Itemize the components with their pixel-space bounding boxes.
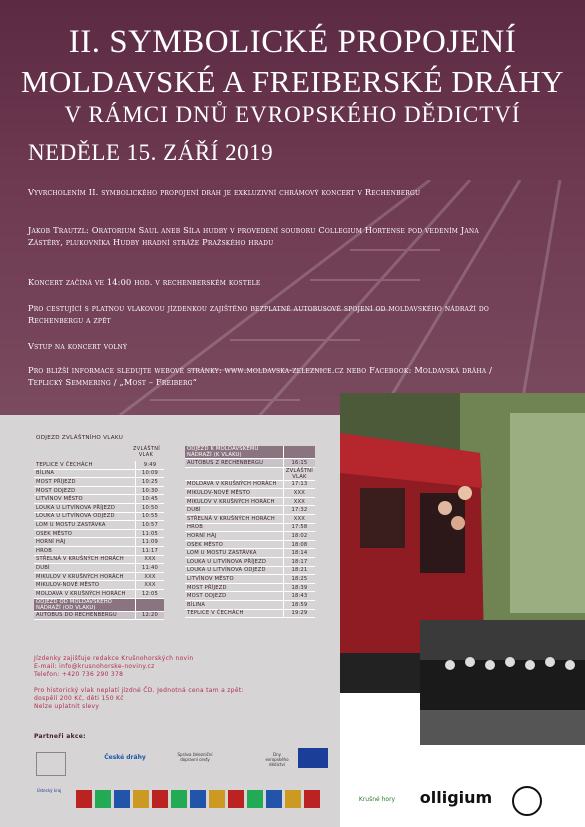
municipal-crests xyxy=(76,790,346,810)
krusne-hory-logo: Krušné hory xyxy=(358,796,396,803)
table-row xyxy=(34,572,164,581)
dny-dedictvi-logo: Dny evropského dědictví xyxy=(265,752,289,767)
ceske-drahy-logo: České dráhy xyxy=(104,754,146,761)
partners-label: Partneři akce: xyxy=(34,733,86,740)
station-cell: OSEK MĚSTO xyxy=(185,540,283,549)
table-row xyxy=(185,489,315,498)
station-cell: MIKULOV V KRUŠNÝCH HORÁCH xyxy=(185,497,283,506)
time-cell: 12:05 xyxy=(136,589,165,598)
time-cell: XXX xyxy=(136,581,165,590)
paragraph-start: Koncert začíná ve 14:00 hod. v rechenberském kostele xyxy=(28,277,261,287)
table-row xyxy=(185,506,315,515)
station-cell: DUBÍ xyxy=(185,506,283,515)
station-cell xyxy=(185,467,283,480)
crest-icon xyxy=(114,790,130,808)
station-cell: HROB xyxy=(34,546,136,555)
crest-icon xyxy=(247,790,263,808)
table-row xyxy=(34,521,164,530)
left-table-title: ODJEZD ZVLÁŠTNÍHO VLAKU xyxy=(36,435,124,441)
table-row xyxy=(185,557,315,566)
choir-photo xyxy=(420,620,585,745)
event-date: NEDĚLE 15. ZÁŘÍ 2019 xyxy=(28,140,274,165)
station-cell: MIKULOV-NOVÉ MĚSTO xyxy=(185,489,283,498)
station-cell: LOM U MOSTU ZASTÁVKA xyxy=(185,549,283,558)
table-row xyxy=(185,480,315,489)
time-cell: 11:40 xyxy=(136,564,165,573)
time-cell: 18:21 xyxy=(283,566,315,575)
time-cell: ZVLÁŠTNÍ VLAK xyxy=(283,467,315,480)
email-note: E-mail: info@krusnohorske-noviny.cz xyxy=(34,663,155,670)
fare-note: Pro historický vlak neplatí jízdné ČD. Jednotná cena tam a zpět: xyxy=(34,687,244,694)
crest-icon xyxy=(171,790,187,808)
collegium-logo: olligium xyxy=(419,788,493,807)
station-cell: DUBÍ xyxy=(34,564,136,573)
station-cell: LOUKA U LITVÍNOVA PŘÍJEZD xyxy=(34,503,136,512)
crest-icon xyxy=(285,790,301,808)
timetable-left xyxy=(34,461,164,620)
time-cell: 18:43 xyxy=(283,592,315,601)
time-cell: 18:25 xyxy=(283,575,315,584)
paragraph-info: Pro bližší informace sledujte webové stránky: www.moldavska-zeleznice.cz nebo Facebook: Moldavská dráha / Teplický Semmering / „Most – Freiberg“ xyxy=(28,365,493,387)
station-cell: STŘELNÁ V KRUŠNÝCH HORÁCH xyxy=(185,514,283,523)
station-cell: STŘELNÁ V KRUŠNÝCH HORÁCH xyxy=(34,555,136,564)
station-cell: LITVÍNOV MĚSTO xyxy=(185,575,283,584)
time-cell: 9:49 xyxy=(136,461,165,469)
time-cell: 11:05 xyxy=(136,529,165,538)
timetable-right xyxy=(185,446,315,618)
station-cell: MOST ODJEZD xyxy=(34,486,136,495)
table-row xyxy=(34,529,164,538)
station-cell: TEPLICE V ČECHÁCH xyxy=(185,609,283,618)
station-cell: MIKULOV-NOVÉ MĚSTO xyxy=(34,581,136,590)
table-row xyxy=(34,546,164,555)
time-cell: 10:45 xyxy=(136,495,165,504)
ustecky-kraj-logo: Ústecký kraj xyxy=(36,788,62,793)
table-row xyxy=(185,540,315,549)
table-row xyxy=(185,600,315,609)
time-cell: 18:17 xyxy=(283,557,315,566)
station-cell: MOST ODJEZD xyxy=(185,592,283,601)
station-cell: ODJEZD OD MOLDAVSKÉHO NÁDRAŽÍ (OD VLAKU) xyxy=(34,598,136,611)
crest-icon xyxy=(152,790,168,808)
station-cell: LITVÍNOV MĚSTO xyxy=(34,495,136,504)
time-cell: 10:57 xyxy=(136,521,165,530)
time-cell: 16:15 xyxy=(283,459,315,468)
station-cell: BÍLINA xyxy=(185,600,283,609)
title-line-3: V RÁMCI DNŮ EVROPSKÉHO DĚDICTVÍ xyxy=(64,102,521,127)
table-row xyxy=(34,478,164,487)
station-cell: MOLDAVA V KRUŠNÝCH HORÁCH xyxy=(34,589,136,598)
table-row xyxy=(34,564,164,573)
station-cell: MIKULOV V KRUŠNÝCH HORÁCH xyxy=(34,572,136,581)
table-row xyxy=(185,532,315,541)
time-cell: 11:09 xyxy=(136,538,165,547)
time-cell: XXX xyxy=(136,572,165,581)
title-line-1: II. SYMBOLICKÉ PROPOJENÍ xyxy=(68,24,517,60)
krusnohorske-noviny-logo xyxy=(36,752,66,776)
time-cell: 18:39 xyxy=(283,583,315,592)
time-cell: 10:30 xyxy=(136,486,165,495)
table-row xyxy=(34,538,164,547)
table-row xyxy=(185,514,315,523)
time-cell: 18:59 xyxy=(283,600,315,609)
table-row xyxy=(185,497,315,506)
table-row xyxy=(185,592,315,601)
time-cell: 18:08 xyxy=(283,540,315,549)
table-row xyxy=(34,503,164,512)
time-cell: 11:17 xyxy=(136,546,165,555)
station-cell: TEPLICE V ČECHÁCH xyxy=(34,461,136,469)
train-badge-icon xyxy=(512,786,542,816)
table-row xyxy=(185,459,315,468)
crest-icon xyxy=(76,790,92,808)
time-cell: 19:29 xyxy=(283,609,315,618)
station-cell: LOUKA U LITVÍNOVA ODJEZD xyxy=(185,566,283,575)
crest-icon xyxy=(304,790,320,808)
table-row xyxy=(185,609,315,618)
time-cell xyxy=(136,598,165,611)
time-cell: 18:14 xyxy=(283,549,315,558)
price-note: dospělí 200 Kč, děti 150 Kč xyxy=(34,695,124,702)
phone-note: Telefon: +420 736 290 378 xyxy=(34,671,124,678)
left-time-header: ZVLÁŠTNÍ VLAK xyxy=(133,446,161,458)
time-cell: XXX xyxy=(283,514,315,523)
table-row xyxy=(185,575,315,584)
title-line-2: MOLDAVSKÉ A FREIBERSKÉ DRÁHY xyxy=(20,64,565,99)
station-cell: LOUKA U LITVÍNOVA PŘÍJEZD xyxy=(185,557,283,566)
time-cell: 17:32 xyxy=(283,506,315,515)
table-row xyxy=(34,461,164,469)
table-row xyxy=(185,467,315,480)
station-cell: MOST PŘÍJEZD xyxy=(34,478,136,487)
time-cell: 10:25 xyxy=(136,478,165,487)
time-cell: 17:13 xyxy=(283,480,315,489)
crest-icon xyxy=(133,790,149,808)
discount-note: Nelze uplatnit slevy xyxy=(34,703,100,710)
szdc-logo: Správa železniční dopravní cesty xyxy=(177,752,213,762)
station-cell: AUTOBUS Z RECHENBERGU xyxy=(185,459,283,468)
station-cell: AUTOBUS DO RECHENBERGU xyxy=(34,611,136,620)
station-cell: ODJEZD K MOLDAVSKÉMU NÁDRAŽÍ (K VLAKU) xyxy=(185,446,283,459)
table-row xyxy=(34,495,164,504)
table-row xyxy=(185,446,315,459)
station-cell: MOLDAVA V KRUŠNÝCH HORÁCH xyxy=(185,480,283,489)
station-cell: LOUKA U LITVÍNOVA ODJEZD xyxy=(34,512,136,521)
table-row xyxy=(185,549,315,558)
table-row xyxy=(185,583,315,592)
time-cell: 12:20 xyxy=(136,611,165,620)
time-cell: XXX xyxy=(136,555,165,564)
eu-flag-icon xyxy=(298,748,328,768)
paragraph-program: Jakob Trautzl: Oratorium Saul aneb Síla hudby v provedení souboru Collegium Hortense pod vedením Jana Zástěry, plukovníka Hudby hradní stráže Pražského hradu xyxy=(28,225,479,247)
time-cell: 10:09 xyxy=(136,469,165,478)
station-cell: MOST PŘÍJEZD xyxy=(185,583,283,592)
crest-icon xyxy=(209,790,225,808)
time-cell xyxy=(283,446,315,459)
station-cell: HORNÍ HÁJ xyxy=(185,532,283,541)
time-cell: 17:58 xyxy=(283,523,315,532)
crest-icon xyxy=(95,790,111,808)
crest-icon xyxy=(190,790,206,808)
station-cell: BÍLINA xyxy=(34,469,136,478)
time-cell: 18:02 xyxy=(283,532,315,541)
table-row xyxy=(34,555,164,564)
tickets-note: Jízdenky zajišťuje redakce Krušnohorských novin xyxy=(34,655,194,662)
table-row xyxy=(185,523,315,532)
paragraph-intro: Vyvrcholením II. symbolického propojení drah je exkluzivní chrámový koncert v Rechenbergu xyxy=(28,187,421,197)
time-cell: XXX xyxy=(283,497,315,506)
time-cell: 10:50 xyxy=(136,503,165,512)
table-row xyxy=(34,469,164,478)
table-row xyxy=(34,598,164,611)
table-row xyxy=(34,486,164,495)
paragraph-bus: Pro cestující s platnou vlakovou jízdenkou zajištěno bezplatné autobusové spojení od moldavského nádraží do Rechenbergu a zpět xyxy=(28,303,489,325)
time-cell: 10:55 xyxy=(136,512,165,521)
station-cell: OSEK MĚSTO xyxy=(34,529,136,538)
paragraph-entry: Vstup na koncert volný xyxy=(28,341,128,351)
table-row xyxy=(34,611,164,620)
crest-icon xyxy=(228,790,244,808)
station-cell: HROB xyxy=(185,523,283,532)
table-row xyxy=(185,566,315,575)
time-cell: XXX xyxy=(283,489,315,498)
crest-icon xyxy=(266,790,282,808)
station-cell: LOM U MOSTU ZASTÁVKA xyxy=(34,521,136,530)
table-row xyxy=(34,581,164,590)
table-row xyxy=(34,589,164,598)
station-cell: HORNÍ HÁJ xyxy=(34,538,136,547)
table-row xyxy=(34,512,164,521)
